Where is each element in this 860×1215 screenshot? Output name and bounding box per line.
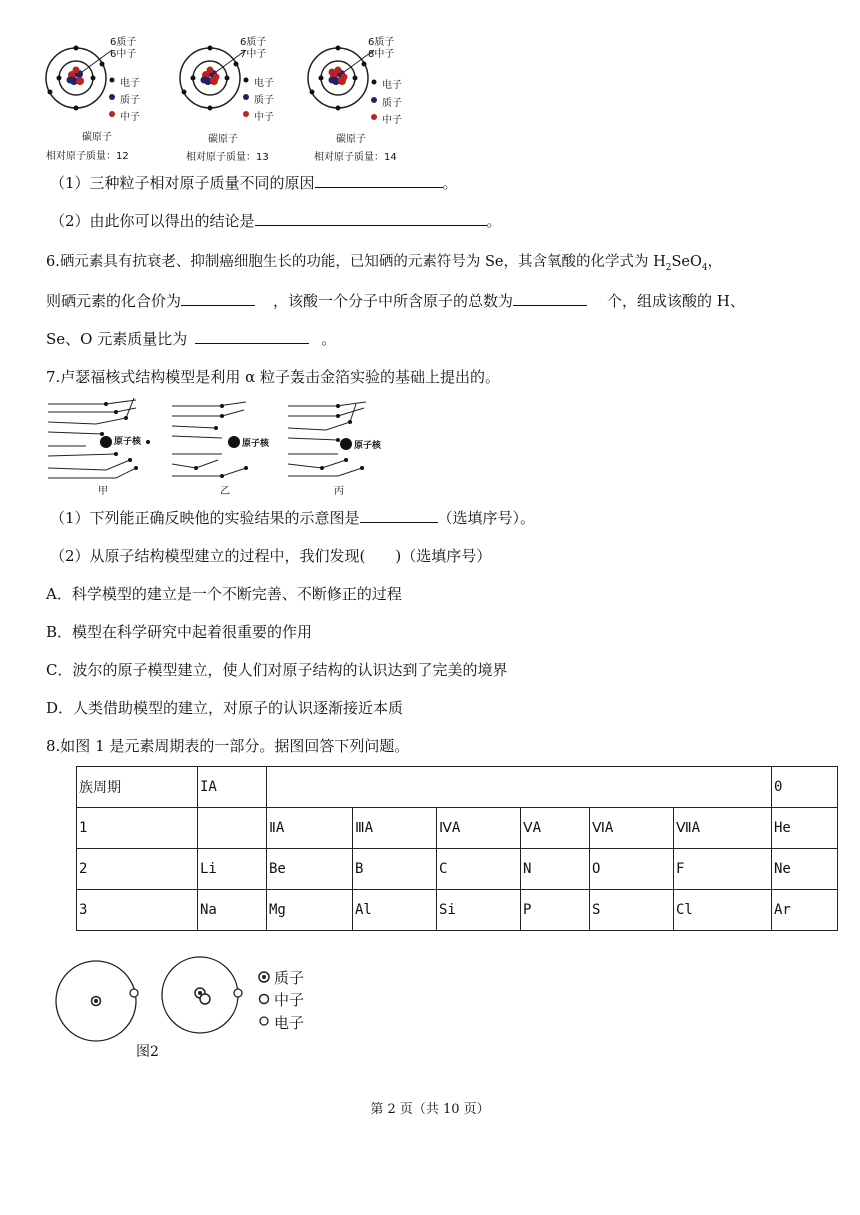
carbon-atom-icon [302,30,422,130]
valence-blank[interactable] [181,291,255,306]
legend-proton: 质子 [382,98,402,109]
answer-blank[interactable] [255,211,487,226]
nucleus-label: 原子核 [114,437,142,447]
table-cell: 3 [77,890,198,931]
table-cell: Mg [267,890,353,931]
legend-electron: 电子 [274,1014,305,1032]
q5-part1: （1）三种粒子相对原子质量不同的原因 。 [50,174,458,192]
alpha-scattering-icon [46,398,386,494]
legend-proton: 质子 [274,969,305,987]
proton-count: 6质子 [368,37,395,48]
table-cell: ⅥA [590,808,674,849]
legend-neutron: 中子 [120,112,140,123]
table-cell: S [590,890,674,931]
option-b: B．模型在科学研究中起着很重要的作用 [46,623,313,641]
atom-figure-1 [40,30,160,170]
table-cell: Al [353,890,437,931]
q7-part2: （2）从原子结构模型建立的过程中，我们发现( )（选填序号） [50,547,492,565]
table-cell: Be [267,849,353,890]
table-cell: ⅦA [674,808,772,849]
atom-name: 碳原子 [208,134,238,145]
neutron-count: 7中子 [240,49,267,60]
mass-ratio-blank[interactable] [195,329,309,344]
atom-name: 碳原子 [82,132,112,143]
q8-title: 8.如图 1 是元素周期表的一部分。据图回答下列问题。 [46,737,410,755]
atom-count-blank[interactable] [513,291,587,306]
table-cell: 2 [77,849,198,890]
fig-label-jia: 甲 [98,486,108,497]
alpha-scattering-figures [46,398,386,497]
q6-line3: Se、O 元素质量比为 。 [46,330,337,348]
nucleus-label: 原子核 [354,441,382,451]
answer-blank[interactable] [315,173,443,188]
legend-electron: 电子 [382,80,402,91]
answer-blank[interactable] [360,508,438,523]
table-cell: P [521,890,590,931]
fig-label-bing: 丙 [334,486,344,497]
header-cell [267,767,772,808]
table-cell: Ar [772,890,838,931]
table-cell: N [521,849,590,890]
legend-neutron: 中子 [254,112,274,123]
table-cell: Ne [772,849,838,890]
table-row [77,808,838,849]
table-row [77,849,838,890]
table-cell: 1 [77,808,198,849]
legend-proton: 质子 [254,95,274,106]
fig-label-yi: 乙 [220,486,230,497]
figure-2 [50,955,330,1065]
table-header-row [77,767,838,808]
table-cell: F [674,849,772,890]
q7-title: 7.卢瑟福核式结构模型是利用 α 粒子轰击金箔实验的基础上提出的。 [46,368,500,386]
table-cell: Cl [674,890,772,931]
table-cell: ⅣA [437,808,521,849]
q7-part1: （1）下列能正确反映他的实验结果的示意图是 （选填序号）。 [50,509,536,527]
option-a: A．科学模型的建立是一个不断完善、不断修正的过程 [46,585,402,603]
proton-count: 6质子 [110,37,137,48]
table-cell: ⅤA [521,808,590,849]
legend-electron: 电子 [120,78,140,89]
neutron-count: 8中子 [368,49,395,60]
q5-part2: （2）由此你可以得出的结论是 。 [50,212,502,230]
figure-2-label: 图2 [136,1044,159,1060]
carbon-atom-icon [40,30,160,130]
q6-line2: 则硒元素的化合价为 ，该酸一个分子中所含原子的总数为 个，组成该酸的 H、 [46,292,745,310]
header-cell: 族周期 [77,767,198,808]
atom-mass: 相对原子质量：12 [46,151,129,162]
proton-count: 6质子 [240,37,267,48]
table-cell: Na [198,890,267,931]
page-footer: 第 2 页（共 10 页） [370,1102,490,1117]
atom-figure-3 [302,30,422,170]
option-d: D．人类借助模型的建立，对原子的认识逐渐接近本质 [46,699,404,717]
atom-figure-2 [174,30,294,170]
table-cell: ⅡA [267,808,353,849]
table-cell: O [590,849,674,890]
legend-proton: 质子 [120,95,140,106]
table-cell: He [772,808,838,849]
carbon-atom-icon [174,30,294,130]
legend-electron: 电子 [254,78,274,89]
periodic-table [76,766,838,931]
legend-neutron: 中子 [382,115,402,126]
table-cell: B [353,849,437,890]
atom-name: 碳原子 [336,134,366,145]
table-cell: C [437,849,521,890]
header-cell: 0 [772,767,838,808]
header-cell: IA [198,767,267,808]
legend-neutron: 中子 [274,991,305,1009]
q6-line1: 6.硒元素具有抗衰老、抑制癌细胞生长的功能，已知硒的元素符号为 Se，其含氧酸的化学式为 $H_2SeO_4$， [46,254,723,273]
table-cell: ⅢA [353,808,437,849]
table-row [77,890,838,931]
option-c: C．波尔的原子模型建立，使人们对原子结构的认识达到了完美的境界 [46,661,508,679]
nucleus-label: 原子核 [242,439,270,449]
table-cell: Li [198,849,267,890]
neutron-count: 6中子 [110,49,137,60]
atom-mass: 相对原子质量：13 [186,152,269,163]
atom-mass: 相对原子质量：14 [314,152,397,163]
table-cell [198,808,267,849]
table-cell: Si [437,890,521,931]
